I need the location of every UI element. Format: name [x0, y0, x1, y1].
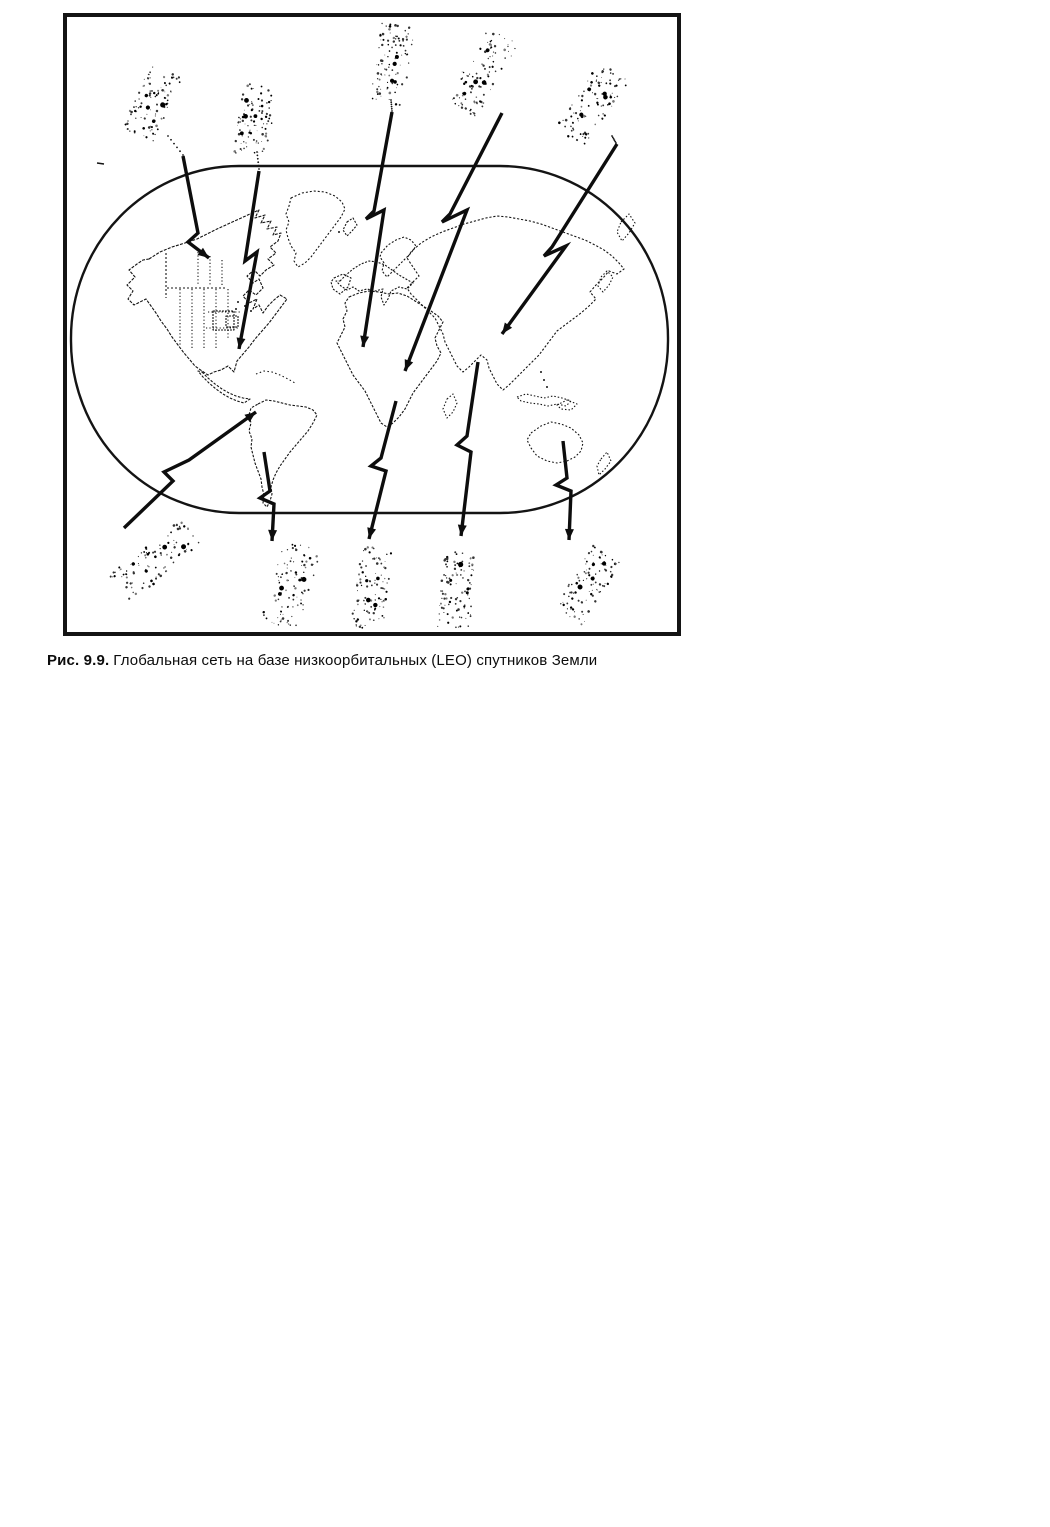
radio-link-6-bolt-icon [124, 412, 256, 528]
map-scandinavia [380, 237, 416, 277]
radio-link-4-bolt-icon [405, 113, 502, 371]
radio-link-9-bolt-icon [457, 362, 478, 536]
map-mexico [198, 371, 250, 403]
radio-link-10-bolt-icon [556, 441, 574, 540]
figure-caption-text: Глобальная сеть на базе низкоорбитальных (LEO) спутников Земли [113, 652, 598, 669]
leo-satellite-top-4-icon [445, 26, 519, 118]
map-detail-dot [250, 310, 252, 312]
figure-svg [0, 0, 700, 645]
map-detail-dot [338, 231, 340, 233]
radio-link-8-bolt-icon [367, 401, 396, 539]
map-asia [407, 216, 624, 390]
map-madagascar [443, 394, 457, 418]
radio-link-2-bolt-icon [237, 171, 259, 349]
map-north-america [127, 210, 287, 375]
map-canada-province-borders [198, 252, 222, 286]
map-indonesia [517, 394, 571, 406]
leo-satellite-top-5-icon [554, 60, 630, 149]
figure-9-9 [0, 0, 700, 645]
map-caribbean-islands [256, 371, 295, 383]
leo-satellite-bottom-3-icon [350, 545, 394, 631]
leo-satellite-top-3-icon [368, 22, 417, 107]
arrowhead-icon [565, 529, 574, 540]
satellite-tail-dots [611, 135, 617, 144]
map-detail-dot [543, 379, 545, 381]
map-us-state-rectangles [213, 311, 238, 330]
arrowhead-icon [268, 530, 277, 541]
radio-link-5-bolt-icon [502, 144, 617, 334]
figure-caption-label: Рис. 9.9. [47, 652, 110, 669]
map-detail-dot [237, 301, 239, 303]
radio-link-7-bolt-icon [260, 452, 277, 541]
leo-satellite-top-2-icon [233, 82, 276, 157]
map-greenland [286, 191, 345, 267]
map-australia [527, 422, 583, 463]
arrowhead-icon [405, 359, 413, 371]
map-japan [598, 271, 613, 292]
map-detail-dot [540, 371, 542, 373]
leo-satellite-top-1-icon [121, 63, 183, 143]
map-british-isles [343, 218, 357, 236]
map-us-state-borders [180, 289, 240, 350]
map-south-america [249, 400, 317, 507]
radio-link-3-bolt-icon [360, 112, 392, 347]
map-new-guinea [557, 400, 577, 410]
scan-artifact-dash [97, 163, 104, 164]
leo-satellite-bottom-5-icon [554, 544, 623, 627]
satellite-tail-dots [390, 99, 393, 112]
leo-satellite-bottom-4-icon [437, 550, 477, 629]
leo-satellite-bottom-1-icon [108, 518, 203, 604]
leo-satellite-bottom-2-icon [260, 539, 321, 631]
satellite-tail-dots [167, 135, 184, 156]
map-us-canada-border [166, 253, 226, 298]
map-iberia [331, 274, 351, 294]
map-detail-dot [546, 386, 548, 388]
figure-caption [47, 651, 727, 670]
map-detail-dot [235, 308, 237, 310]
figure-frame [65, 15, 679, 634]
